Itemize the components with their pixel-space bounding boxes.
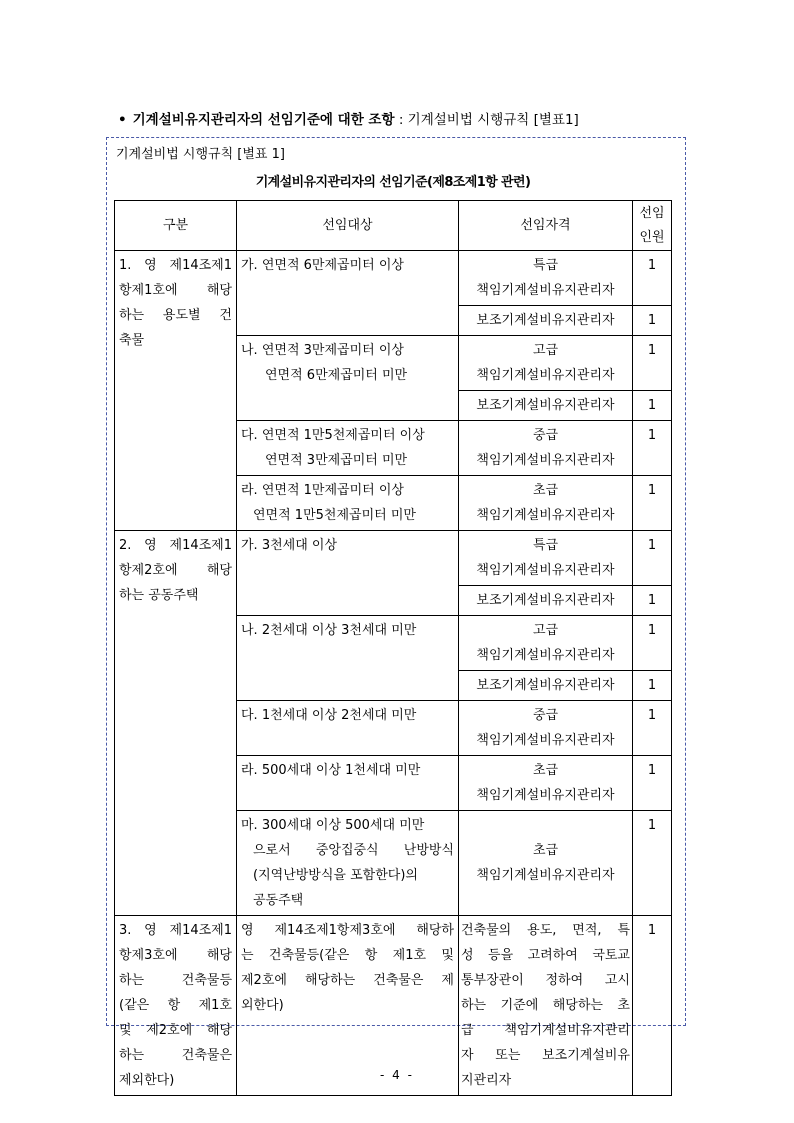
target-cell: 가. 3천세대 이상	[237, 531, 459, 616]
table-row	[115, 531, 672, 586]
target-cell: 다. 1천세대 이상 2천세대 미만	[237, 701, 459, 756]
target-cell: 다. 연면적 1만5천제곱미터 이상 연면적 3만제곱미터 미만	[237, 421, 459, 476]
qualification-cell: 중급 책임기계설비유지관리자	[459, 701, 633, 756]
qualification-cell: 고급 책임기계설비유지관리자	[459, 336, 633, 391]
qualification-cell: 건축물의 용도, 면적, 특 성 등을 고려하여 국토교 통부장관이 정하여 고시 하는 기준에 해당하는 초 급 책임기계설비유지관리 자 또는 보조기계설비유 지관리자	[459, 916, 633, 1096]
count-cell: 1	[633, 531, 672, 586]
header-category: 구분	[115, 201, 237, 251]
target-cell: 가. 연면적 6만제곱미터 이상	[237, 251, 459, 336]
qualification-cell: 보조기계설비유지관리자	[459, 306, 633, 336]
bullet: •	[118, 112, 127, 128]
count-cell: 1	[633, 251, 672, 306]
count-cell: 1	[633, 421, 672, 476]
qualification-cell: 초급 책임기계설비유지관리자	[459, 756, 633, 811]
target-cell: 영 제14조제1항제3호에 해당하 는 건축물등(같은 항 제1호 및 제2호에 해당하는 건축물은 제 외한다)	[237, 916, 459, 1096]
qualification-cell: 특급 책임기계설비유지관리자	[459, 251, 633, 306]
count-cell: 1	[633, 756, 672, 811]
section-heading	[118, 110, 678, 130]
category-cell-2: 2. 영 제14조제1 항제2호에 해당 하는 공동주택	[115, 531, 237, 916]
category-cell-1: 1. 영 제14조제1 항제1호에 해당 하는 용도별 건 축물	[115, 251, 237, 531]
table-title: 기계설비유지관리자의 선임기준(제8조제1항 관련)	[255, 175, 531, 190]
count-cell: 1	[633, 476, 672, 531]
qualification-cell: 초급 책임기계설비유지관리자	[459, 811, 633, 916]
count-cell: 1	[633, 391, 672, 421]
count-cell: 1	[633, 616, 672, 671]
category-cell-3: 3. 영 제14조제1 항제3호에 해당 하는 건축물등 (같은 항 제1호 및 제2호에 해당 하는 건축물은 제외한다)	[115, 916, 237, 1096]
target-cell: 라. 연면적 1만제곱미터 이상 연면적 1만5천제곱미터 미만	[237, 476, 459, 531]
form-label: 기계설비법 시행규칙 [별표 1]	[116, 147, 285, 162]
header-qualification: 선임자격	[459, 201, 633, 251]
target-cell: 나. 2천세대 이상 3천세대 미만	[237, 616, 459, 701]
header-target: 선임대상	[237, 201, 459, 251]
qualification-cell: 특급 책임기계설비유지관리자	[459, 531, 633, 586]
page-number: - 4 -	[380, 1068, 414, 1082]
count-cell: 1	[633, 586, 672, 616]
table-header-row	[115, 201, 672, 251]
qualification-cell: 보조기계설비유지관리자	[459, 391, 633, 421]
target-cell: 마. 300세대 이상 500세대 미만 으로서 중앙집중식 난방방식 (지역난방방식을 포함한다)의 공동주택	[237, 811, 459, 916]
qualification-cell: 보조기계설비유지관리자	[459, 586, 633, 616]
table-row	[115, 251, 672, 306]
heading-suffix: : 기계설비법 시행규칙 [별표1]	[394, 112, 579, 128]
heading-bold-text: 기계설비유지관리자의 선임기준에 대한 조항	[132, 112, 395, 128]
count-cell: 1	[633, 671, 672, 701]
qualification-cell: 중급 책임기계설비유지관리자	[459, 421, 633, 476]
qualification-cell: 초급 책임기계설비유지관리자	[459, 476, 633, 531]
selection-criteria-table	[114, 200, 672, 1096]
qualification-cell: 보조기계설비유지관리자	[459, 671, 633, 701]
target-cell: 라. 500세대 이상 1천세대 미만	[237, 756, 459, 811]
count-cell: 1	[633, 306, 672, 336]
count-cell: 1	[633, 811, 672, 916]
count-cell: 1	[633, 916, 672, 1096]
count-cell: 1	[633, 336, 672, 391]
qualification-cell: 고급 책임기계설비유지관리자	[459, 616, 633, 671]
count-cell: 1	[633, 701, 672, 756]
header-count: 선임 인원	[633, 201, 672, 251]
target-cell: 나. 연면적 3만제곱미터 이상 연면적 6만제곱미터 미만	[237, 336, 459, 421]
